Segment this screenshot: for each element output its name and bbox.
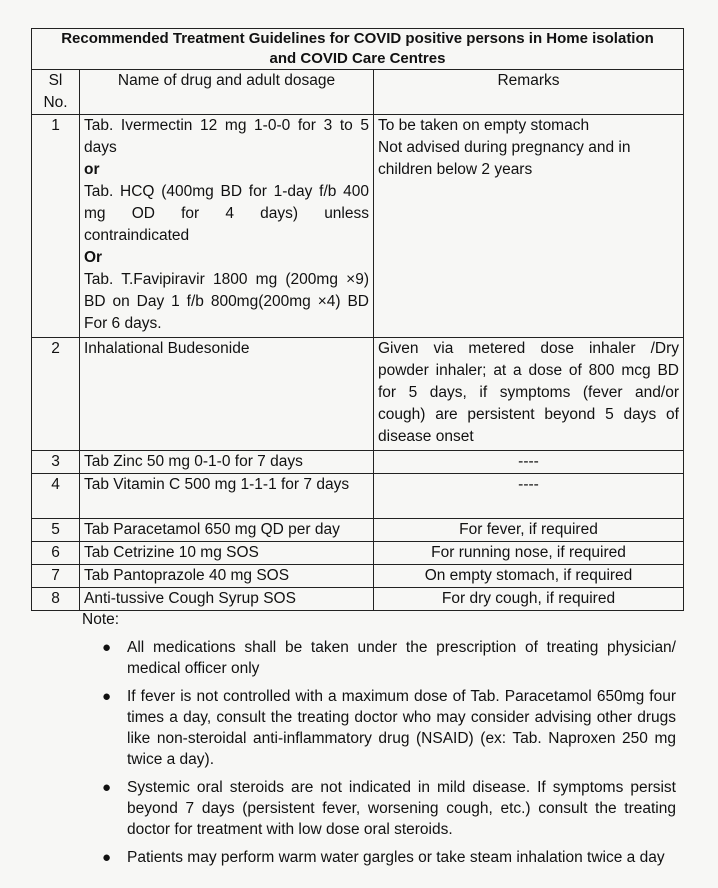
note-heading: Note: (82, 611, 120, 628)
list-item (100, 686, 676, 770)
table-caption (32, 29, 684, 70)
row-sl: 2 (32, 338, 80, 451)
drug-option: Tab. Ivermectin 12 mg 1-0-0 for 3 to 5 days (84, 117, 369, 156)
drug-option: Tab. T.Favipiravir 1800 mg (200mg ×9) BD on Day 1 f/b 800mg(200mg ×4) BD For 6 days. (84, 271, 369, 332)
row-remarks: Given via metered dose inhaler /Dry powder inhaler; at a dose of 800 mcg BD for 5 days, if symptoms (fever and/or cough) are persistent beyond 5 days of disease onset (374, 338, 684, 451)
bullet-icon: ● (102, 779, 112, 796)
row-sl: 5 (32, 519, 80, 542)
row-sl: 1 (32, 115, 80, 338)
header-drug: Name of drug and adult dosage (80, 70, 374, 115)
note-text: If fever is not controlled with a maximum dose of Tab. Paracetamol 650mg four times a day, consult the treating doctor who may consider advising other drugs like non-steroidal anti-inflammatory drug (NSAID) (ex: Tab. Naproxen 250 mg twice a day). (127, 688, 676, 768)
table-row (32, 338, 684, 451)
table-row (32, 588, 684, 611)
bullet-icon: ● (102, 849, 112, 866)
row-drug: Tab Zinc 50 mg 0-1-0 for 7 days (80, 451, 374, 474)
row-remarks: For running nose, if required (374, 542, 684, 565)
row-sl: 3 (32, 451, 80, 474)
note-text: Patients may perform warm water gargles or take steam inhalation twice a day (127, 849, 665, 866)
or-separator: Or (84, 249, 103, 266)
row-drug (80, 115, 374, 338)
row-drug: Tab Pantoprazole 40 mg SOS (80, 565, 374, 588)
row-sl: 8 (32, 588, 80, 611)
list-item (100, 637, 676, 679)
table-row (32, 519, 684, 542)
remark-line: Not advised during pregnancy and in children below 2 years (378, 139, 631, 178)
row-remarks: For fever, if required (374, 519, 684, 542)
bullet-icon: ● (102, 688, 112, 705)
table-row (32, 565, 684, 588)
row-drug: Inhalational Budesonide (80, 338, 374, 451)
row-sl: 7 (32, 565, 80, 588)
row-drug: Tab Cetrizine 10 mg SOS (80, 542, 374, 565)
list-item (100, 847, 676, 868)
row-remarks: ---- (374, 451, 684, 474)
table-row (32, 115, 684, 338)
drug-option: Tab. HCQ (400mg BD for 1-day f/b 400 mg OD for 4 days) unless contraindicated (84, 183, 369, 244)
row-sl: 4 (32, 474, 80, 519)
table-row (32, 542, 684, 565)
caption-line-1: Recommended Treatment Guidelines for COVID positive persons in Home isolation (61, 30, 654, 47)
list-item (100, 777, 676, 840)
bullet-icon: ● (102, 639, 112, 656)
note-text: All medications shall be taken under the prescription of treating physician/ medical officer only (127, 639, 676, 677)
header-row (32, 70, 684, 115)
row-drug: Tab Vitamin C 500 mg 1-1-1 for 7 days (80, 474, 374, 519)
row-remarks: For dry cough, if required (374, 588, 684, 611)
notes-list (100, 637, 676, 875)
caption-line-2: and COVID Care Centres (269, 50, 446, 67)
header-remarks: Remarks (374, 70, 684, 115)
header-sl-no: Sl No. (32, 70, 80, 115)
row-sl: 6 (32, 542, 80, 565)
table-row (32, 451, 684, 474)
row-drug: Anti-tussive Cough Syrup SOS (80, 588, 374, 611)
row-remarks: ---- (374, 474, 684, 519)
row-remarks (374, 115, 684, 338)
table-row (32, 474, 684, 519)
note-text: Systemic oral steroids are not indicated in mild disease. If symptoms persist beyond 7 days (persistent fever, worsening cough, etc.) consult the treating doctor for treatment with low dose oral steroids. (127, 779, 676, 838)
remark-line: To be taken on empty stomach (378, 117, 590, 134)
treatment-guidelines-table (31, 28, 684, 611)
row-remarks: On empty stomach, if required (374, 565, 684, 588)
or-separator: or (84, 161, 100, 178)
row-drug: Tab Paracetamol 650 mg QD per day (80, 519, 374, 542)
